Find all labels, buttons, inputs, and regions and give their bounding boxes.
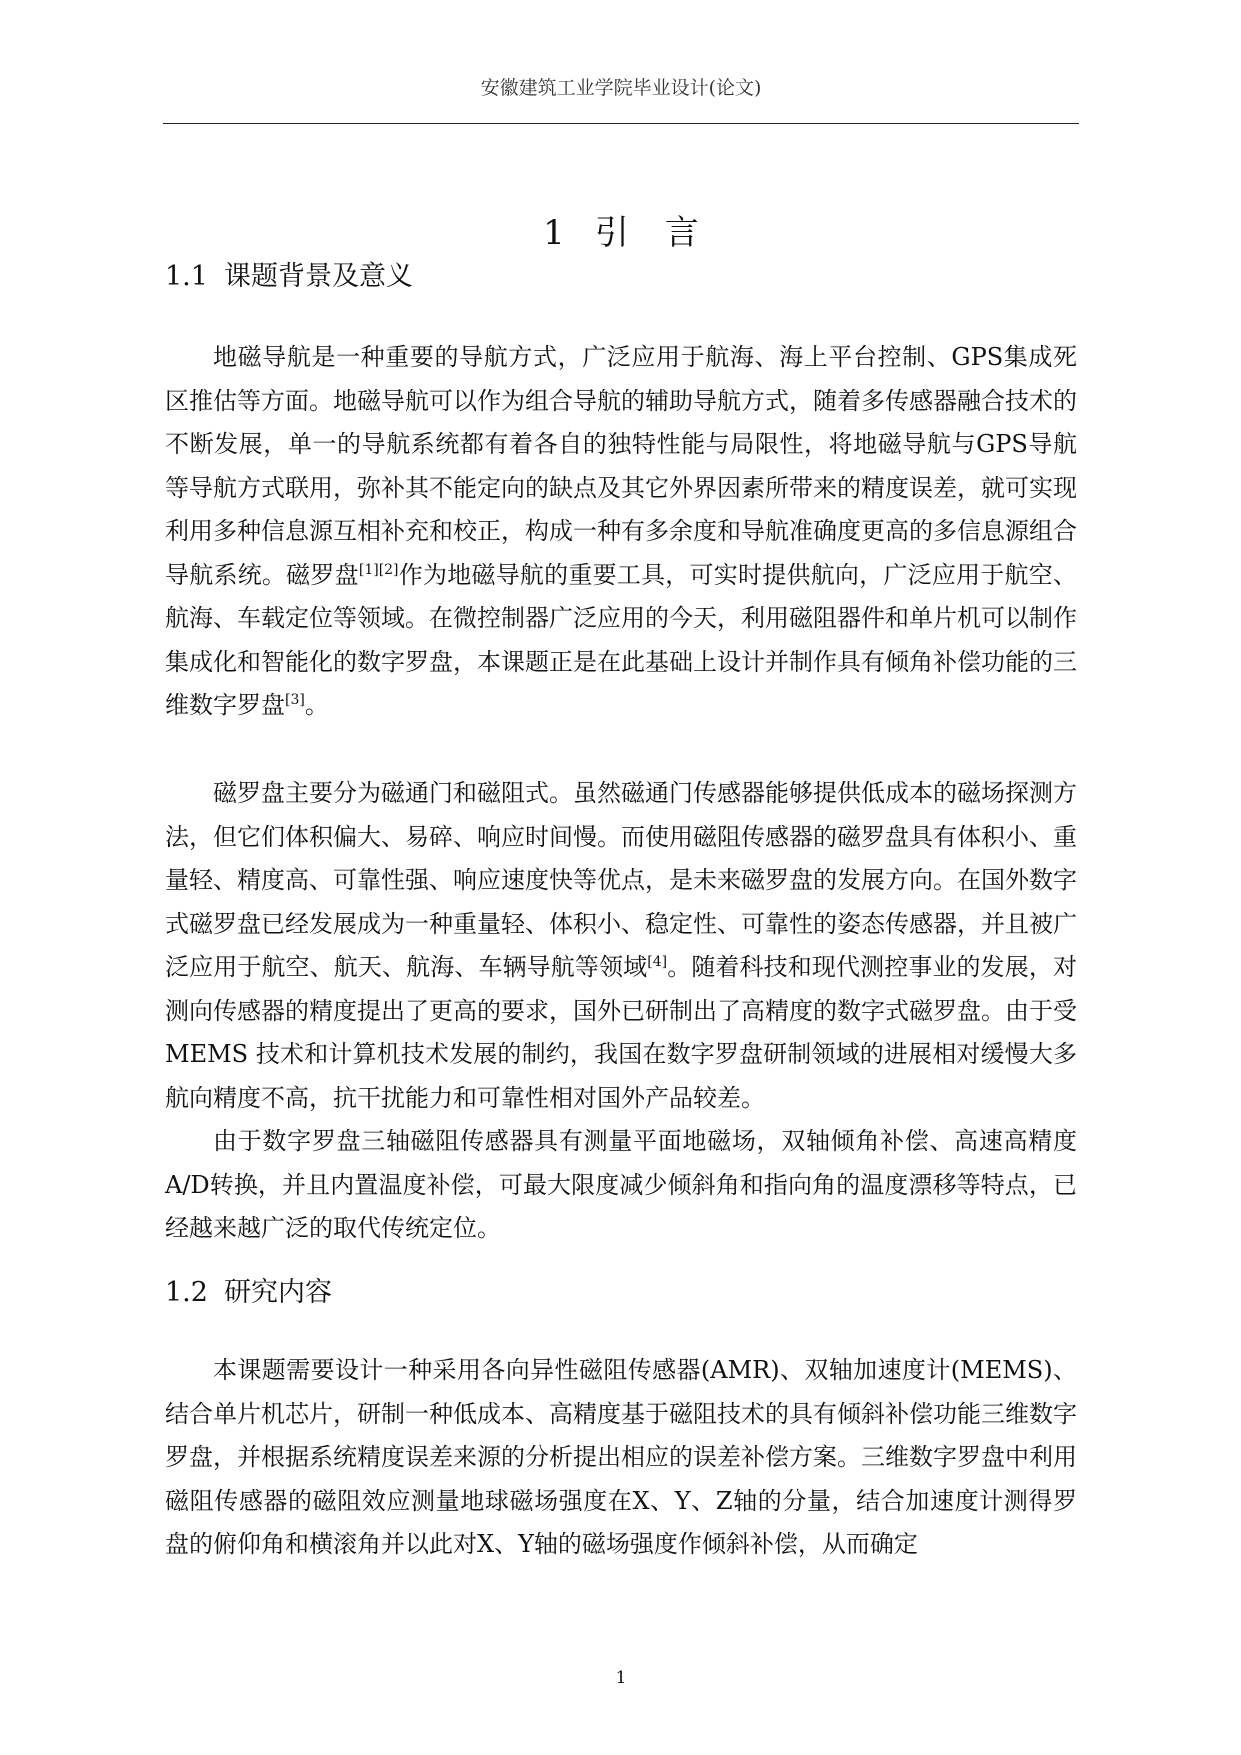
running-header: 安徽建筑工业学院毕业设计(论文) bbox=[480, 77, 762, 99]
header-rule bbox=[163, 123, 1079, 124]
paragraph-background bbox=[165, 336, 1077, 728]
section-title: 课题背景及意义 bbox=[223, 261, 413, 292]
citation: [3] bbox=[285, 692, 305, 708]
citation: [1][2] bbox=[358, 561, 399, 578]
section-number: 1.1 bbox=[165, 261, 208, 292]
paragraph-text: 作为地磁导航的重要工具，可实时提供航向，广泛应用于航空、航海、车载定位等领域。在微控制器广泛应用的今天，利用磁阻器件和单片机可以制作集成化和智能化的数字罗盘，本课题正是在此基础上设计并制作具有倾角补偿功能的三维数字罗盘 bbox=[165, 560, 1078, 719]
section-heading-1-1 bbox=[165, 254, 413, 293]
chapter-title-text: 引言 bbox=[594, 213, 735, 253]
paragraph-compass-types bbox=[165, 772, 1077, 1120]
chapter-number: 1 bbox=[543, 213, 567, 253]
chapter-title bbox=[163, 205, 1079, 254]
paragraph-text: 地磁导航是一种重要的导航方式，广泛应用于航海、海上平台控制、GPS集成死区推估等方面。地磁导航可以作为组合导航的辅助导航方式，随着多传感器融合技术的不断发展，单一的导航系统都有着各自的独特性能与局限性，将地磁导航与GPS导航等导航方式联用，弥补其不能定向的缺点及其它外界因素所带来的精度误差，就可实现利用多种信息源互相补充和校正，构成一种有多余度和导航准确度更高的多信息源组合导航系统。磁罗盘 bbox=[165, 343, 1077, 589]
paragraph-text: 本课题需要设计一种采用各向异性磁阻传感器(AMR)、双轴加速度计(MEMS)、结合单片机芯片，研制一种低成本、高精度基于磁阻技术的具有倾斜补偿功能三维数字罗盘，并根据系统精度误差来源的分析提出相应的误差补偿方案。三维数字罗盘中利用磁阻传感器的磁阻效应测量地球磁场强度在X、Y、Z轴的分量，结合加速度计测得罗盘的俯仰角和横滚角并以此对X、Y轴的磁场强度作倾斜补偿，从而确定 bbox=[165, 1356, 1077, 1558]
citation: [4] bbox=[647, 954, 668, 970]
paragraph-research-content bbox=[165, 1349, 1077, 1567]
section-number: 1.2 bbox=[165, 1277, 208, 1308]
section-heading-1-2 bbox=[165, 1270, 332, 1309]
section-title: 研究内容 bbox=[223, 1277, 332, 1308]
paragraph-text: 由于数字罗盘三轴磁阻传感器具有测量平面地磁场，双轴倾角补偿、高速高精度A/D转换，并且内置温度补偿，可最大限度减少倾斜角和指向角的温度漂移等特点，已经越来越广泛的取代传统定位。 bbox=[165, 1127, 1077, 1242]
paragraph-text: 。 bbox=[304, 691, 329, 719]
paragraph-text: 磁罗盘主要分为磁通门和磁阻式。虽然磁通门传感器能够提供低成本的磁场探测方法，但它们体积偏大、易碎、响应时间慢。而使用磁阻传感器的磁罗盘具有体积小、重量轻、精度高、可靠性强、响应速度快等优点，是未来磁罗盘的发展方向。在国外数字式磁罗盘已经发展成为一种重量轻、体积小、稳定性、可靠性的姿态传感器，并且被广泛应用于航空、航天、航海、车辆导航等领域 bbox=[165, 779, 1077, 981]
paragraph-text: 。随着科技和现代测控事业的发展，对测向传感器的精度提出了更高的要求，国外已研制出了高精度的数字式磁罗盘。由于受MEMS 技术和计算机技术发展的制约，我国在数字罗盘研制领域的进展相对缓慢大多航向精度不高，抗干扰能力和可靠性相对国外产品较差。 bbox=[165, 953, 1078, 1112]
page-number: 1 bbox=[615, 1668, 627, 1688]
paragraph-digital-compass bbox=[165, 1120, 1077, 1251]
